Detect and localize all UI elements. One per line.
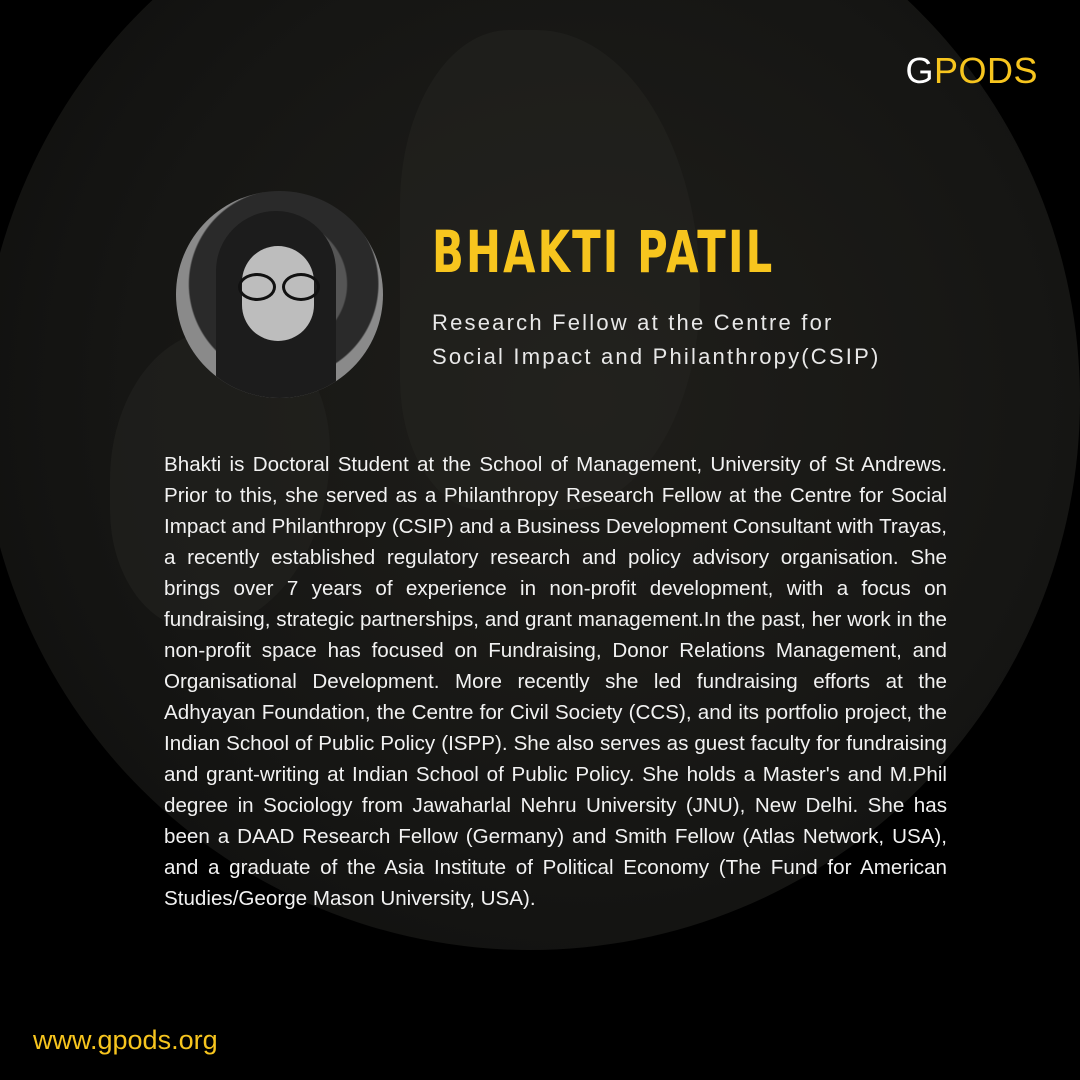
photo-glasses — [238, 273, 320, 295]
gpods-logo — [905, 50, 1038, 92]
role-line-2: Social Impact and Philanthropy(CSIP) — [432, 344, 881, 369]
speaker-role — [432, 306, 880, 374]
speaker-name: BHAKTI PATIL — [432, 218, 775, 286]
website-link[interactable]: www.gpods.org — [33, 1025, 218, 1055]
profile-photo — [176, 191, 383, 398]
role-line-1: Research Fellow at the Centre for — [432, 310, 834, 335]
logo-letter-g: G — [905, 50, 934, 91]
logo-letters-pods: PODS — [933, 50, 1038, 91]
speaker-bio: Bhakti is Doctoral Student at the School of Management, University of St Andrews. Prior to this, she served as a Philanthropy Research Fellow at the Centre for Social Impact and Philanthropy (CSIP) and a Business Development Consultant with Trayas, a recently established regulatory research and policy advisory organisation. She brings over 7 years of experience in non-profit development, with a focus on fundraising, strategic partnerships, and grant management.In the past, her work in the non-profit space has focused on Fundraising, Donor Relations Management, and Organisational Development. More recently she led fundraising efforts at the Adhyayan Foundation, the Centre for Civil Society (CCS), and its portfolio project, the Indian School of Public Policy (ISPP). She also serves as guest faculty for fundraising and grant-writing at Indian School of Public Policy. She holds a Master's and M.Phil degree in Sociology from Jawaharlal Nehru University (JNU), New Delhi. She has been a DAAD Research Fellow (Germany) and Smith Fellow (Atlas Network, USA), and a graduate of the Asia Institute of Political Economy (The Fund for American Studies/George Mason University, USA). — [164, 453, 947, 910]
